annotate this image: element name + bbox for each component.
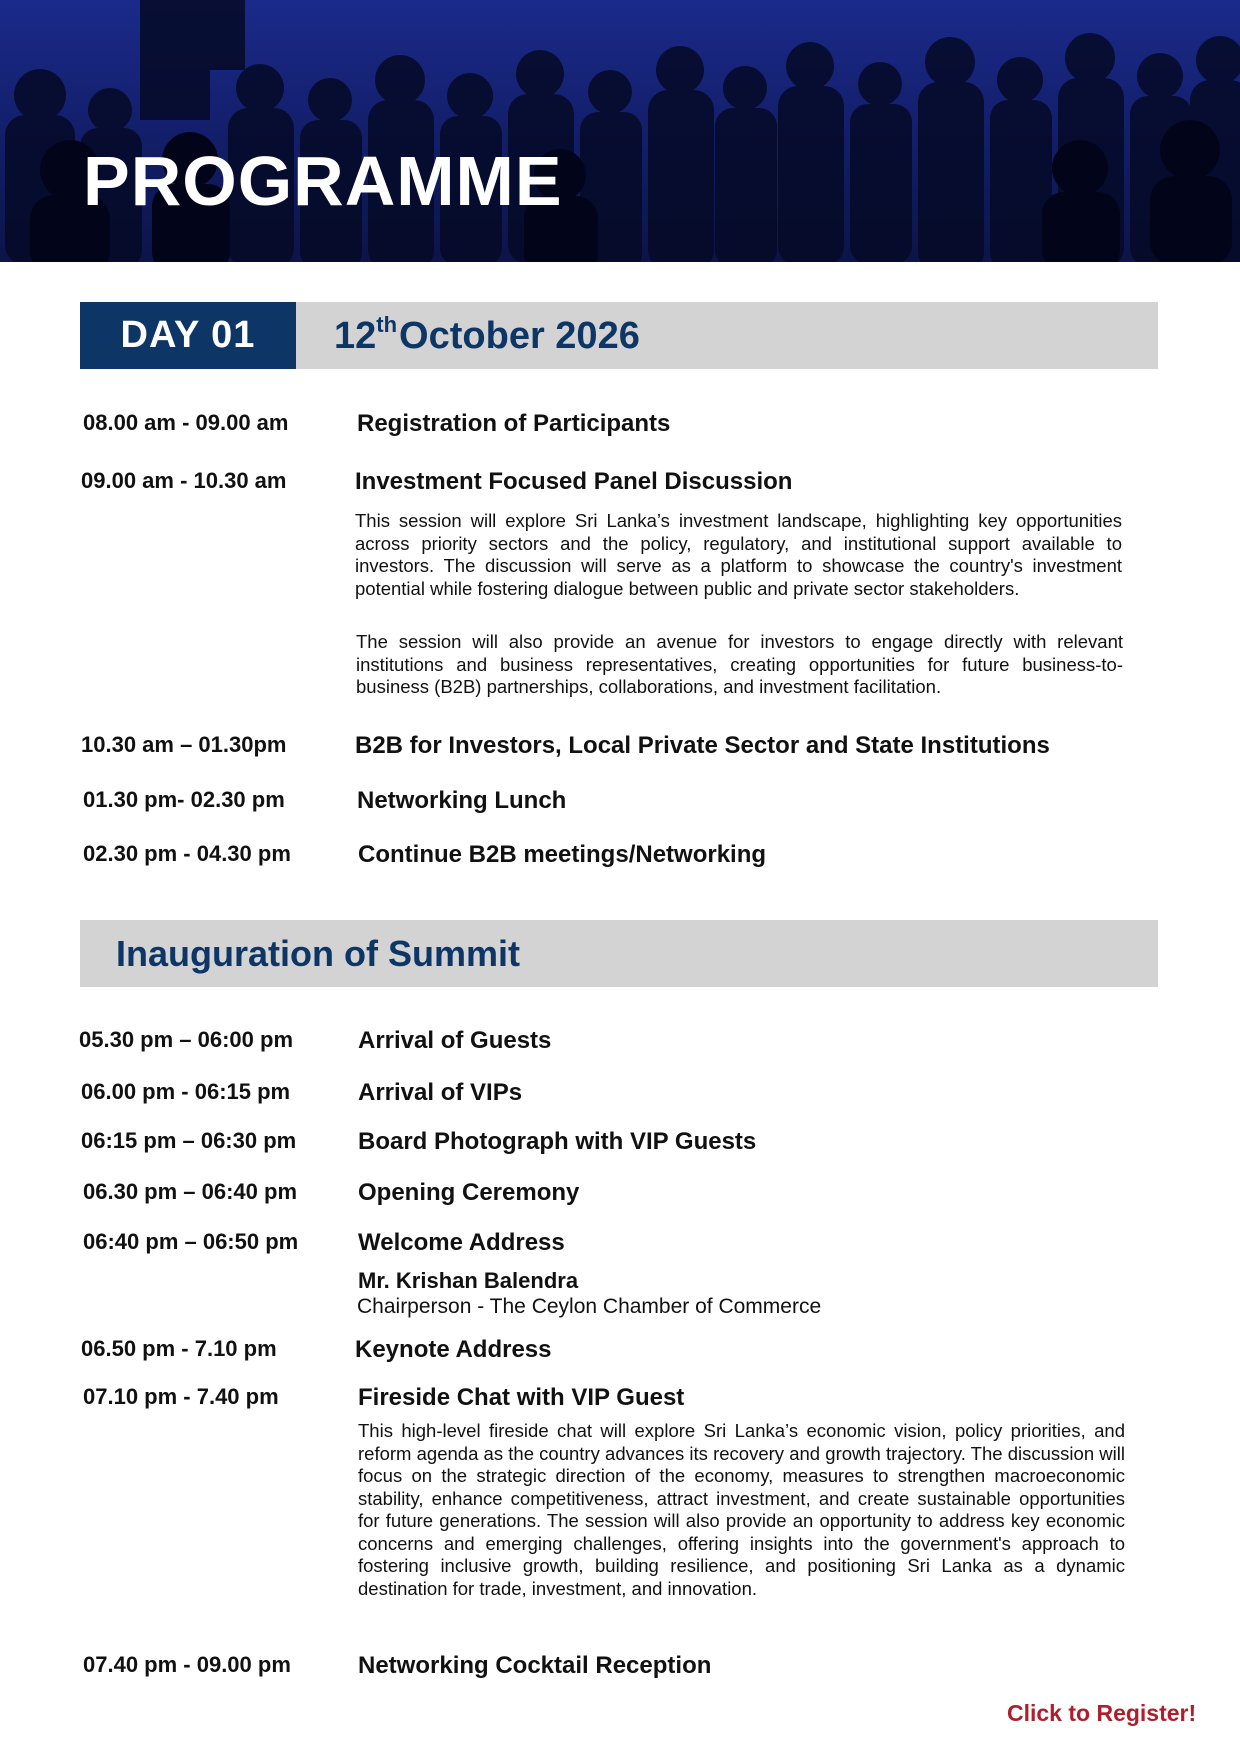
schedule-title: Fireside Chat with VIP Guest	[358, 1384, 685, 1411]
day-date: 12thOctober 2026	[334, 312, 640, 357]
schedule-title: Arrival of VIPs	[358, 1079, 523, 1106]
session-description: This high-level fireside chat will explore Sri Lanka’s economic vision, policy priorities, and reform agenda as the country advances its recovery and growth trajectory. The discussion will focus on the strategic direction of the economy, measures to strengthen macroeconomic stability, enhance competitiveness, attract investment, and create sustainable opportunities for future generations. The session will also provide an opportunity to address key economic concerns and emerging challenges, offering insights into the government's approach to fostering inclusive growth, building resilience, and positioning Sri Lanka as a dynamic destination for trade, investment, and innovation.	[358, 1420, 1125, 1599]
hero-banner	[0, 0, 1240, 262]
schedule-time: 09.00 am - 10.30 am	[81, 468, 287, 493]
schedule-time: 05.30 pm – 06:00 pm	[79, 1027, 294, 1052]
schedule-time: 07.10 pm - 7.40 pm	[83, 1384, 279, 1409]
schedule-title: Arrival of Guests	[358, 1027, 552, 1054]
page-title: PROGRAMME	[83, 142, 563, 220]
session-description: This session will explore Sri Lanka’s investment landscape, highlighting key opportunities across priority sectors and the policy, regulatory, and institutional support available to investors. The discussion will serve as a platform to showcase the country's investment potential while fostering dialogue between public and private sector stakeholders.	[355, 510, 1122, 599]
session-description: The session will also provide an avenue for investors to engage directly with relevant institutions and business representatives, creating opportunities for future business-to-business (B2B) partnerships, collaborations, and investment facilitation.	[356, 631, 1123, 697]
schedule-title: Welcome Address	[358, 1229, 565, 1256]
schedule-title: Networking Cocktail Reception	[358, 1652, 712, 1679]
schedule-time: 06.00 pm - 06:15 pm	[81, 1079, 291, 1104]
day-header-bar	[80, 302, 1158, 369]
schedule-time: 07.40 pm - 09.00 pm	[83, 1652, 291, 1677]
schedule-time: 06.50 pm - 7.10 pm	[81, 1336, 277, 1361]
register-link[interactable]: Click to Register!	[1007, 1700, 1197, 1726]
speaker-role: Chairperson - The Ceylon Chamber of Commerce	[357, 1295, 822, 1318]
schedule-title: Opening Ceremony	[358, 1179, 580, 1206]
schedule-title: Continue B2B meetings/Networking	[358, 841, 767, 868]
schedule-title: Networking Lunch	[357, 787, 567, 814]
schedule-time: 08.00 am - 09.00 am	[83, 410, 289, 435]
schedule-title: Investment Focused Panel Discussion	[355, 468, 793, 495]
schedule-time: 01.30 pm- 02.30 pm	[83, 787, 285, 812]
schedule-time: 10.30 am – 01.30pm	[81, 732, 287, 757]
schedule-title: Registration of Participants	[357, 410, 671, 437]
schedule-time: 02.30 pm - 04.30 pm	[83, 841, 291, 866]
section-title: Inauguration of Summit	[116, 933, 520, 974]
schedule-title: B2B for Investors, Local Private Sector and State Institutions	[355, 732, 1050, 759]
schedule-time: 06.30 pm – 06:40 pm	[83, 1179, 298, 1204]
schedule-title: Board Photograph with VIP Guests	[358, 1128, 757, 1155]
schedule-time: 06:40 pm – 06:50 pm	[83, 1229, 299, 1254]
section-header-bar	[80, 920, 1158, 987]
day-label: DAY 01	[80, 302, 296, 369]
crowd-silhouette	[0, 0, 1240, 262]
schedule-title: Keynote Address	[355, 1336, 552, 1363]
schedule-time: 06:15 pm – 06:30 pm	[81, 1128, 297, 1153]
speaker-name: Mr. Krishan Balendra	[358, 1268, 579, 1293]
